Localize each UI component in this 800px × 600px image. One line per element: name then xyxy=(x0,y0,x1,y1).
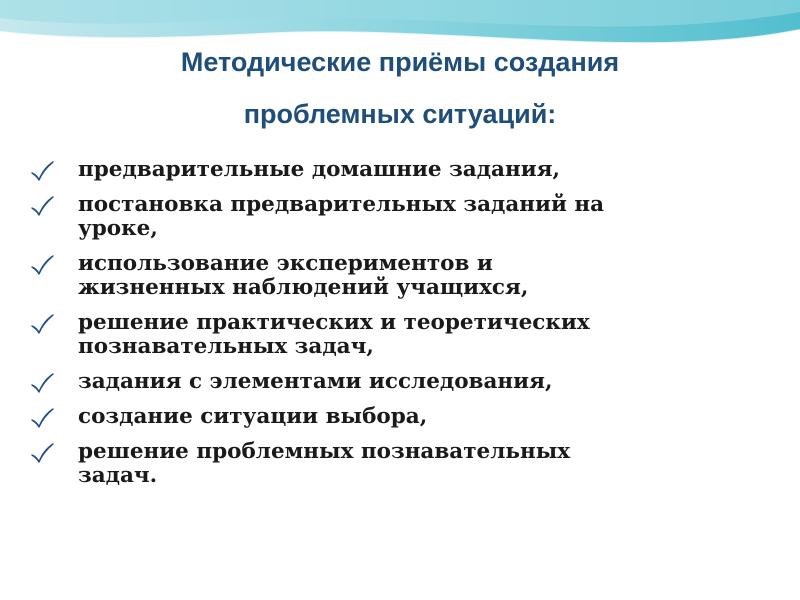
checkmark-icon xyxy=(30,196,54,218)
item-line-1: задания с элементами исследования, xyxy=(78,369,553,394)
checkmark-icon xyxy=(30,255,54,277)
item-line-1: решение проблемных познавательных xyxy=(78,439,571,464)
list-item xyxy=(30,405,750,429)
title-line-2: проблемных ситуаций: xyxy=(243,99,557,129)
checkmark-icon xyxy=(30,314,54,336)
checkmark-icon xyxy=(30,408,54,430)
item-line-2: познавательных задач, xyxy=(78,334,374,359)
checkmark-icon xyxy=(30,161,54,183)
checkmark-icon xyxy=(30,373,54,395)
list-item xyxy=(30,252,750,300)
list-item xyxy=(30,311,750,359)
item-line-2: жизненных наблюдений учащихся, xyxy=(78,275,529,300)
list-item xyxy=(30,193,750,241)
checkmark-icon xyxy=(30,443,54,465)
list-item xyxy=(30,158,750,182)
list-item xyxy=(30,440,750,488)
item-line-1: создание ситуации выбора, xyxy=(78,404,428,429)
item-line-2: уроке, xyxy=(78,216,158,241)
item-line-1: использование экспериментов и xyxy=(78,251,493,276)
page-title xyxy=(0,36,800,140)
item-line-1: постановка предварительных заданий на xyxy=(78,192,605,217)
list-item xyxy=(30,370,750,394)
title-line-1: Методические приёмы создания xyxy=(180,47,620,77)
item-line-1: решение практических и теоретических xyxy=(78,310,590,335)
item-line-2: задач. xyxy=(78,463,158,488)
item-line-1: предварительные домашние задания, xyxy=(78,157,561,182)
bullet-list xyxy=(30,158,750,499)
